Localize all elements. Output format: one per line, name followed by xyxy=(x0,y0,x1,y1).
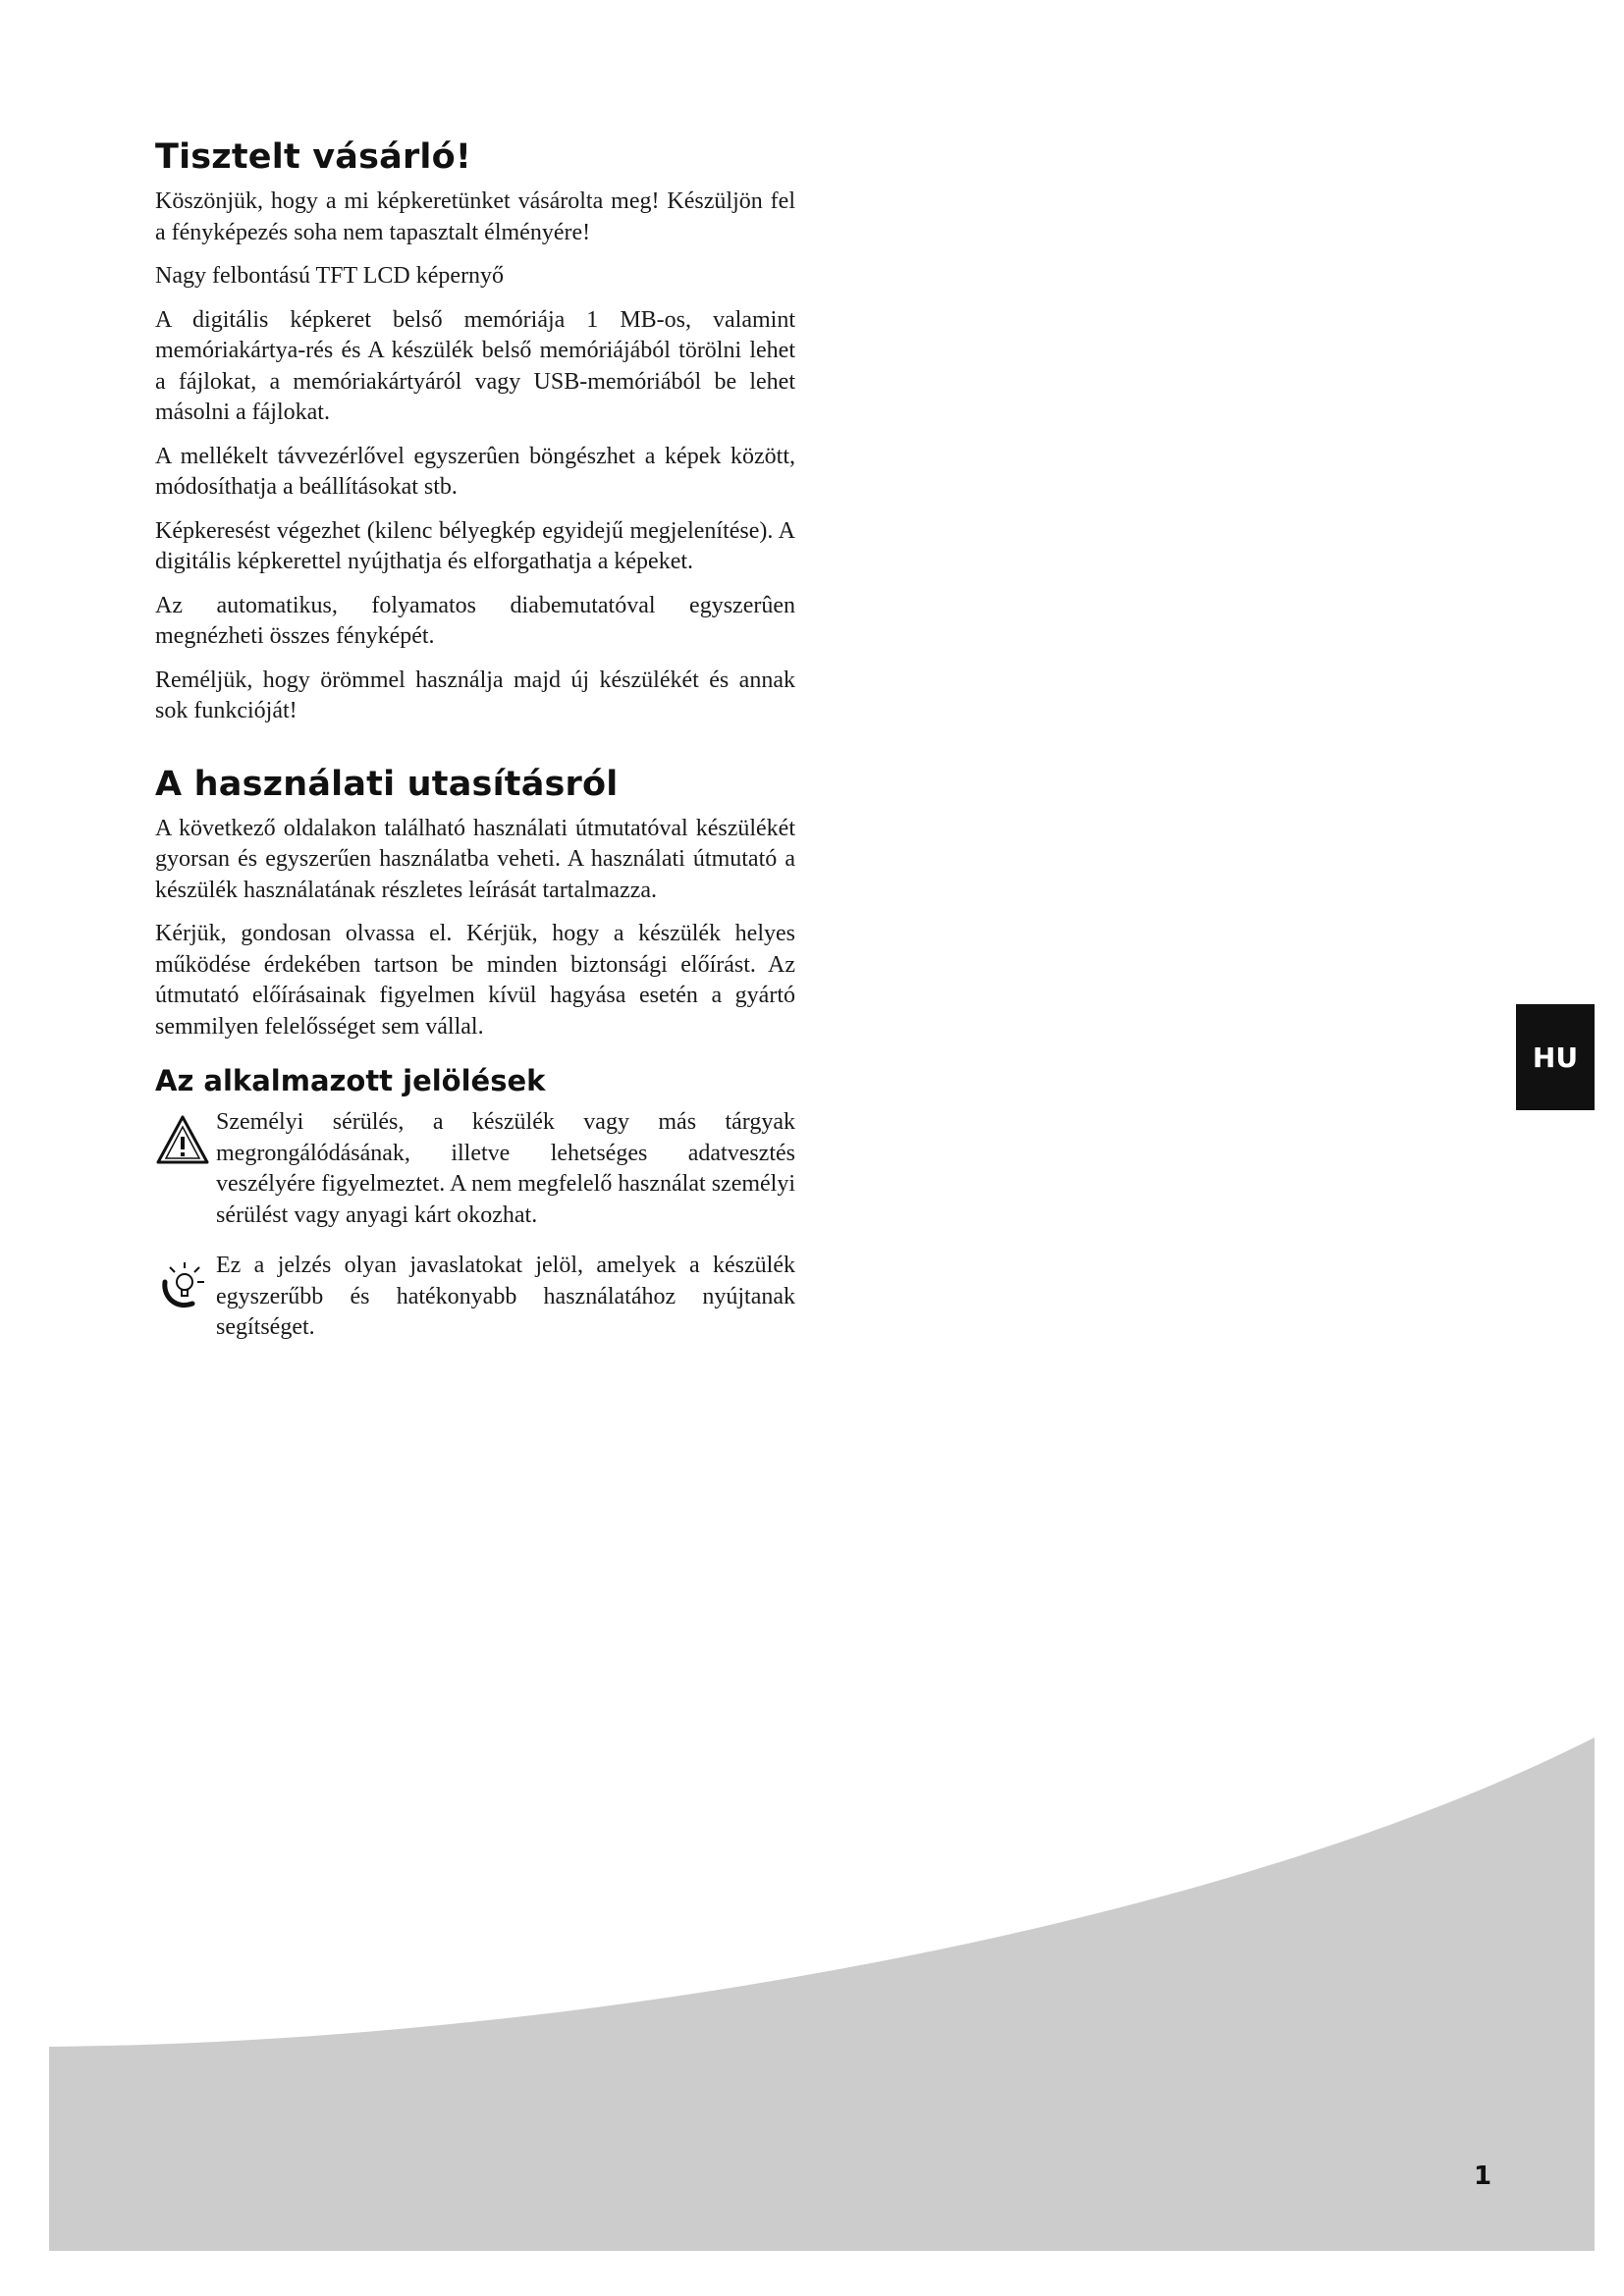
page-number: 1 xyxy=(1473,2162,1492,2191)
paragraph: Nagy felbontású TFT LCD képernyő xyxy=(155,263,505,289)
paragraph: A mellékelt távvezérlővel egyszerûen böngészhet a képek között, módosíthatja a beállításokat stb. xyxy=(155,443,795,500)
main-column xyxy=(155,137,795,1363)
paragraph: Az automatikus, folyamatos diabemutatóval egyszerûen megnézheti összes fényképét. xyxy=(155,592,795,649)
warning-note xyxy=(155,1107,795,1231)
tip-lightbulb-icon xyxy=(155,1256,210,1311)
section-title-dear-customer: Tisztelt vásárló! xyxy=(155,137,472,177)
section-title-about-manual: A használati utasításról xyxy=(155,764,619,804)
paragraph: Képkeresést végezhet (kilenc bélyegkép egyidejű megjelenítése). A digitális képkerettel nyújthatja és elforgathatja a képeket. xyxy=(155,517,795,574)
paragraph: Köszönjük, hogy a mi képkeretünket vásárolta meg! Készüljön fel a fényképezés soha nem tapasztalt élményére! xyxy=(155,188,795,245)
tip-note-text: Ez a jelzés olyan javaslatokat jelöl, amelyek a készülék egyszerűbb és hatékonyabb használatához nyújtanak segítséget. xyxy=(216,1253,795,1340)
paragraph: A következő oldalakon található használati útmutatóval készülékét gyorsan és egyszerűen használatba veheti. A használati útmutató a készülék használatának részletes leírását tartalmazza. xyxy=(155,815,795,903)
warning-note-text: Személyi sérülés, a készülék vagy más tárgyak megrongálódásának, illetve lehetséges adatvesztés veszélyére figyelmeztet. A nem megfelelő használat személyi sérülést vagy anyagi kárt okozhat. xyxy=(216,1109,795,1228)
warning-triangle-icon xyxy=(155,1113,210,1168)
language-tab: HU xyxy=(1516,1004,1595,1110)
tip-note xyxy=(155,1251,795,1344)
subsection-title-symbols: Az alkalmazott jelölések xyxy=(155,1064,546,1097)
paragraph: Reméljük, hogy örömmel használja majd új készülékét és annak sok funkcióját! xyxy=(155,667,795,723)
paragraph: A digitális képkeret belső memóriája 1 MB-os, valamint memóriakártya-rés és A készülék belső memóriájából törölni lehet a fájlokat, a memóriakártyáról vagy USB-memóriából be lehet másolni a fájlokat. xyxy=(155,306,795,425)
paragraph: Kérjük, gondosan olvassa el. Kérjük, hogy a készülék helyes működése érdekében tartson be minden biztonsági előírást. Az útmutató előírásainak figyelmen kívül hagyása esetén a gyártó semmilyen felelősséget sem vállal. xyxy=(155,921,795,1040)
